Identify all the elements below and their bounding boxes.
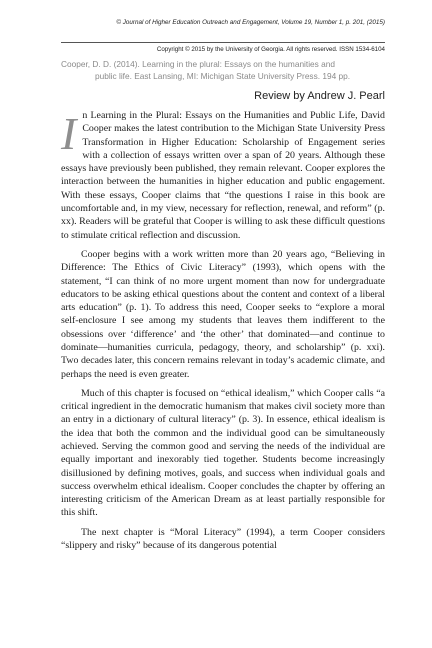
journal-citation-header: © Journal of Higher Education Outreach and Engagement, Volume 19, Number 1, p. 201, (2015) — [116, 19, 385, 26]
paragraph-1-text: n Learning in the Plural: Essays on the Humanities and Public Life, David Cooper makes the latest contribution to the Michigan State University Press Transformation in Higher Education: Scholarship of Engagement series with a collection of essays written over a span of 20 years. Although these essays have previously been published, they remain relevant. Cooper explores the interaction between the humanities in higher education and public engagement. With these essays, Cooper claims that “the questions I raise in this book are uncomfortable and, in my view, necessary for reflection, renewal, and reform” (p. xx). Readers will be grateful that Cooper is willing to ask these difficult questions to stimulate critical reflection and discussion. — [61, 110, 385, 241]
review-body — [61, 109, 385, 552]
paragraph-4: The next chapter is “Moral Literacy” (1994), a term Cooper considers “slippery and risky” because of its dangerous potential — [61, 526, 385, 552]
paragraph-1 — [61, 109, 385, 242]
review-byline: Review by Andrew J. Pearl — [254, 90, 385, 102]
copyright-notice: Copyright © 2015 by the University of Georgia. All rights reserved. ISSN 1534-6104 — [156, 46, 385, 53]
citation-line-2: public life. East Lansing, MI: Michigan State University Press. 194 pp. — [95, 70, 351, 81]
header-rule — [61, 42, 385, 43]
book-citation — [61, 59, 385, 82]
drop-cap: I — [61, 108, 77, 159]
paragraph-3: Much of this chapter is focused on “ethical idealism,” which Cooper calls “a critical ingredient in the democratic humanism that makes civil society more than an entry in a dictionary of cultural literacy” (p. 3). In essence, ethical idealism is the idea that both the common and the individual good can be simultaneously achieved. Serving the common good and serving the needs of the individual are equally important and inexorably tied together. Students become increasingly disillusioned by defining motives, goals, and success when individual goals and success overwhelm ethical idealism. Cooper concludes the chapter by offering an interesting criticism of the American Dream as at least partially responsible for this shift. — [61, 387, 385, 519]
citation-line-1: Cooper, D. D. (2014). Learning in the plural: Essays on the humanities and — [61, 59, 335, 69]
paragraph-2: Cooper begins with a work written more than 20 years ago, “Believing in Difference: The Ethics of Civic Literacy” (1993), which opens with the statement, “I can think of no more urgent moment than now for undergraduate educators to be asking ethical questions about the content and context of a liberal arts education” (p. 1). To address this need, Cooper seeks to “explore a moral self-enclosure I see among my students that leaves them indifferent to the obsessions over ‘difference’ and ‘the other’ that dominated—and continue to dominate—humanities curricula, pedagogy, theory, and scholarship” (p. xxi). Two decades later, this concern remains relevant in today’s academic climate, and perhaps the need is even greater. — [61, 248, 385, 380]
